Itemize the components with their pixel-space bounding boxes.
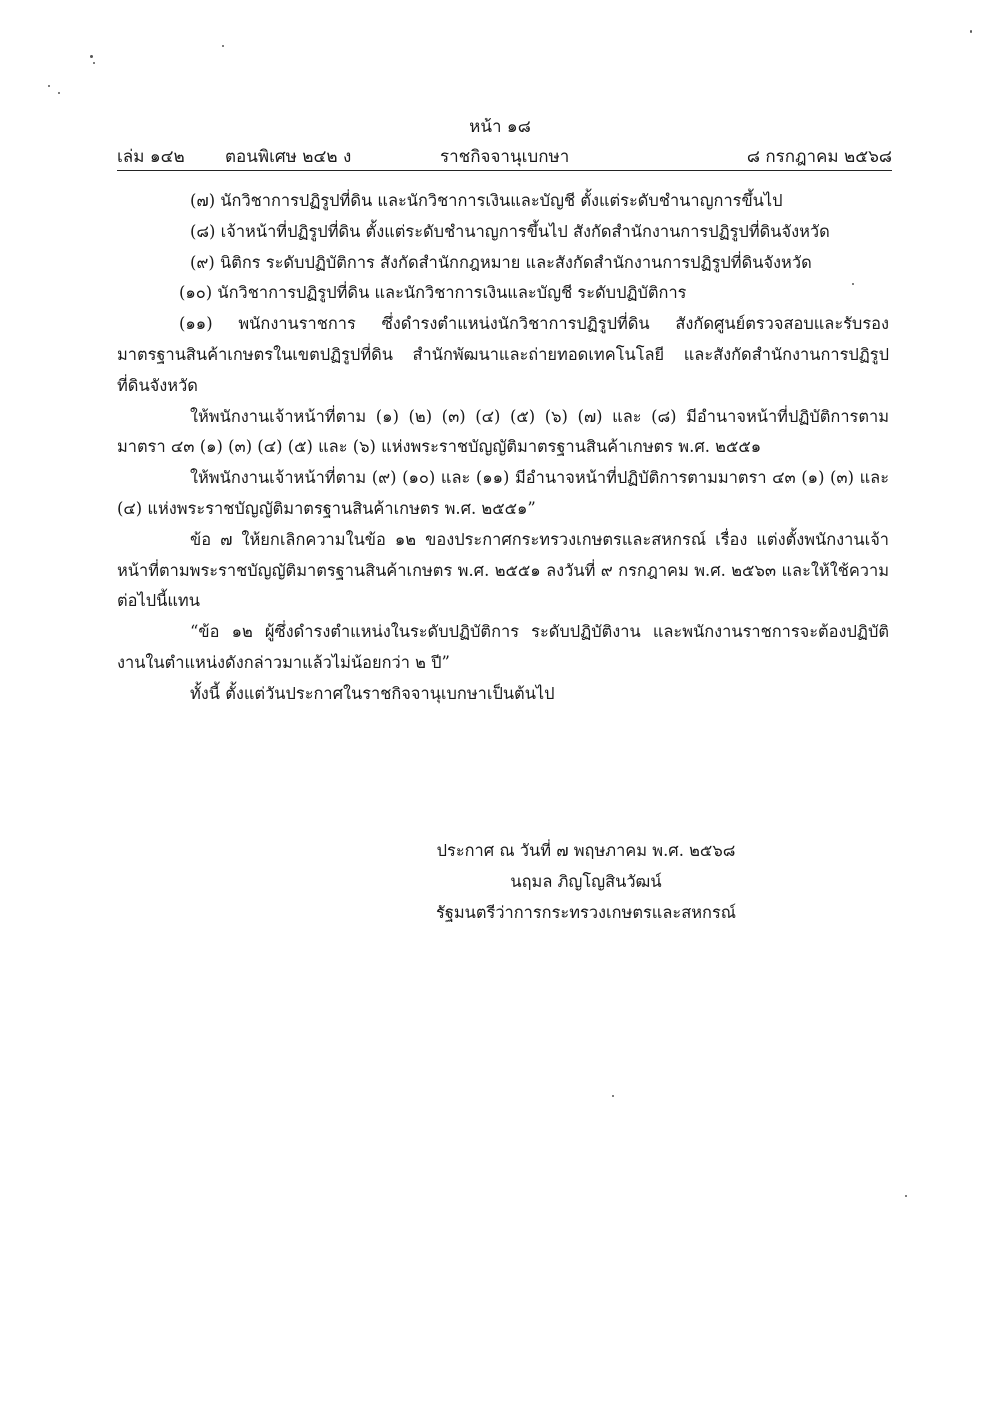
scan-speck [90,55,93,58]
header-volume: เล่ม ๑๔๒ [117,147,185,167]
scan-speck [58,92,60,94]
page-number: หน้า ๑๘ [469,117,531,137]
paragraph-item-8: (๘) เจ้าหน้าที่ปฏิรูปที่ดิน ตั้งแต่ระดับชำนาญการขึ้นไป สังกัดสำนักงานการปฏิรูปที่ดินจังหวัด [190,221,830,241]
paragraph-authority-1: ให้พนักงานเจ้าหน้าที่ตาม (๑) (๒) (๓) (๔) (๕) (๖) (๗) และ (๘) มีอำนาจหน้าที่ปฏิบัติการตามมาตรา ๔๓ (๑) (๓) (๔) (๕) และ (๖) แห่งพระราชบัญญัติมาตรฐานสินค้าเกษตร พ.ศ. ๒๕๕๑ [117,406,889,457]
paragraph-authority-2: ให้พนักงานเจ้าหน้าที่ตาม (๙) (๑๐) และ (๑๑) มีอำนาจหน้าที่ปฏิบัติการตามมาตรา ๔๓ (๑) (๓) และ (๔) แห่งพระราชบัญญัติมาตรฐานสินค้าเกษตร พ.ศ. ๒๕๕๑” [117,468,889,518]
signatory-name: นฤมล ภิญโญสินวัฒน์ [510,871,662,891]
header-date: ๘ กรกฎาคม ๒๕๖๘ [746,147,892,167]
scan-speck [905,1195,907,1197]
paragraph-item-9: (๙) นิติกร ระดับปฏิบัติการ สังกัดสำนักกฎหมาย และสังกัดสำนักงานการปฏิรูปที่ดินจังหวัด [190,252,812,272]
paragraph-clause-12: “ข้อ ๑๒ ผู้ซึ่งดำรงตำแหน่งในระดับปฏิบัติการ ระดับปฏิบัติงาน และพนักงานราชการจะต้องปฏิบัติงานในตำแหน่งดังกล่าวมาแล้วไม่น้อยกว่า ๒ ปี” [117,622,889,672]
paragraph-item-10: (๑๐) นักวิชาการปฏิรูปที่ดิน และนักวิชาการเงินและบัญชี ระดับปฏิบัติการ [179,283,687,303]
scan-speck [852,283,854,285]
document-body [117,186,889,710]
paragraph-effective: ทั้งนี้ ตั้งแต่วันประกาศในราชกิจจานุเบกษาเป็นต้นไป [190,683,555,703]
paragraph-clause-7: ข้อ ๗ ให้ยกเลิกความในข้อ ๑๒ ของประกาศกระทรวงเกษตรและสหกรณ์ เรื่อง แต่งตั้งพนักงานเจ้าหน้าที่ตามพระราชบัญญัติมาตรฐานสินค้าเกษตร พ.ศ. ๒๕๕๑ ลงวันที่ ๙ กรกฎาคม พ.ศ. ๒๕๖๓ และให้ใช้ความต่อไปนี้แทน [117,529,889,611]
paragraph-item-7: (๗) นักวิชาการปฏิรูปที่ดิน และนักวิชาการเงินและบัญชี ตั้งแต่ระดับชำนาญการขึ้นไป [190,191,783,210]
signature-block [300,836,872,928]
scan-speck [612,1095,614,1097]
paragraph-item-11: (๑๑) พนักงานราชการ ซึ่งดำรงตำแหน่งนักวิชาการปฏิรูปที่ดิน สังกัดศูนย์ตรวจสอบและรับรองมาตรฐานสินค้าเกษตรในเขตปฏิรูปที่ดิน สำนักพัฒนาและถ่ายทอดเทคโนโลยี และสังกัดสำนักงานการปฏิรูปที่ดินจังหวัด [117,314,889,395]
header-gazette-title: ราชกิจจานุเบกษา [440,147,570,167]
scan-speck [93,62,95,64]
announcement-date: ประกาศ ณ วันที่ ๗ พฤษภาคม พ.ศ. ๒๕๖๘ [436,841,736,860]
header-section: ตอนพิเศษ ๒๔๒ ง [225,147,352,167]
scan-speck [222,45,224,47]
header-divider [117,170,892,171]
scan-speck [970,30,972,33]
scan-speck [48,85,50,87]
running-header [117,143,892,171]
signatory-position: รัฐมนตรีว่าการกระทรวงเกษตรและสหกรณ์ [436,902,736,922]
